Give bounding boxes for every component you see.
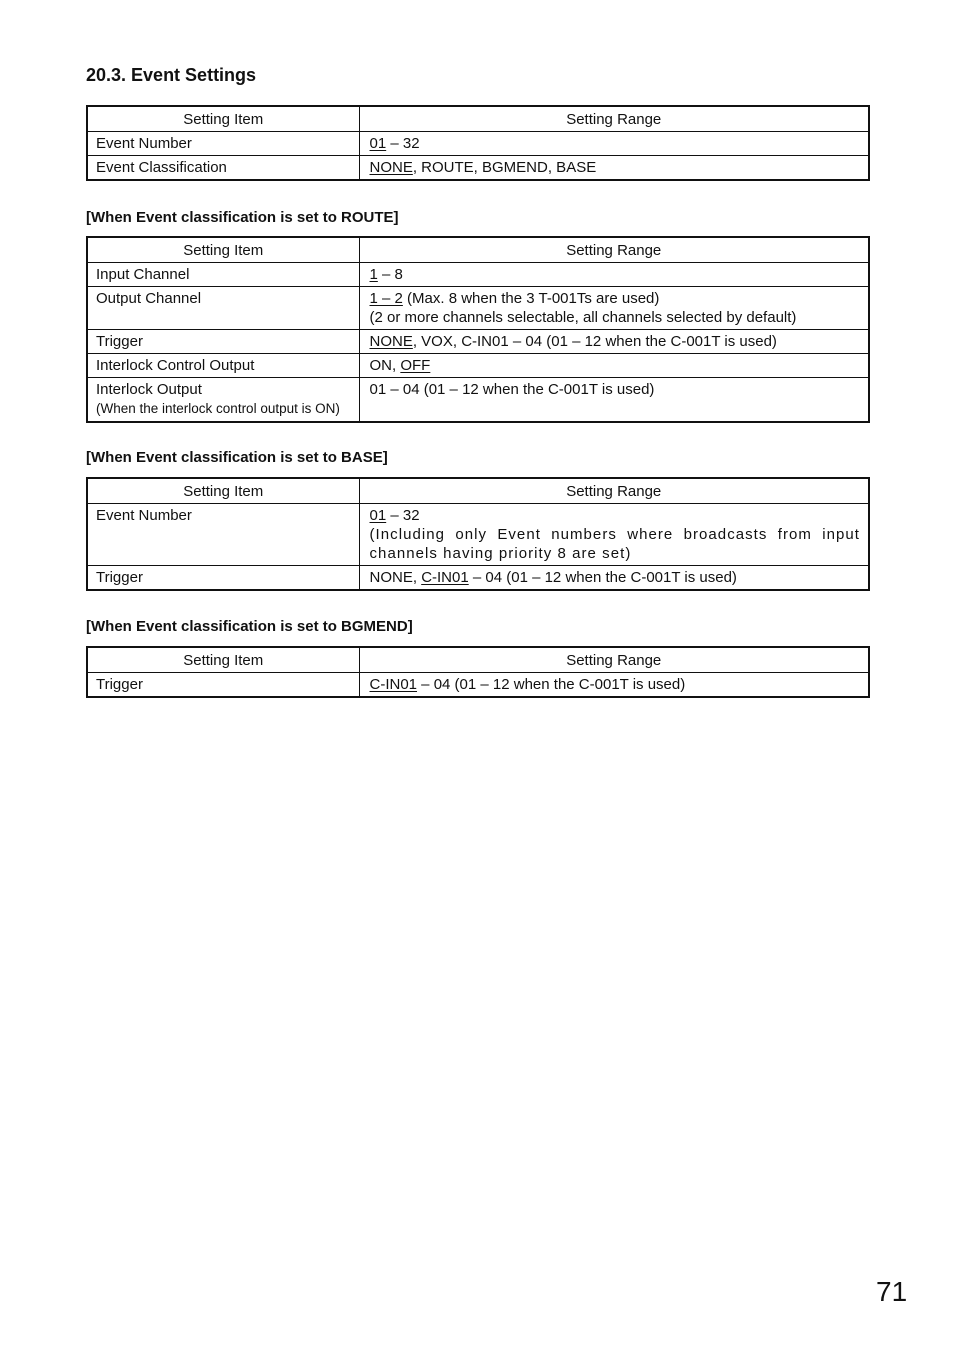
range-note: (2 or more channels selectable, all channels selected by default) bbox=[369, 309, 797, 326]
range-note: (Including only Event numbers where broadcasts from input channels having priority 8 are set) bbox=[369, 526, 860, 562]
setting-item: Interlock Control Output bbox=[87, 354, 359, 378]
table-row bbox=[87, 566, 869, 591]
range-text: (Max. 8 when the 3 T-001Ts are used) bbox=[402, 290, 660, 307]
table-row bbox=[87, 673, 869, 698]
setting-range bbox=[359, 287, 869, 330]
setting-item: Trigger bbox=[87, 330, 359, 354]
default-value: NONE bbox=[369, 159, 413, 176]
default-value: C-IN01 bbox=[369, 676, 418, 693]
table-row bbox=[87, 378, 869, 423]
route-heading: [When Event classification is set to ROUTE] bbox=[86, 209, 399, 226]
header-setting-item: Setting Item bbox=[87, 647, 359, 673]
table-row bbox=[87, 504, 869, 566]
header-setting-range: Setting Range bbox=[359, 647, 869, 673]
table-header-row bbox=[87, 237, 869, 263]
table-row bbox=[87, 156, 869, 181]
setting-item: Event Number bbox=[87, 504, 359, 566]
header-setting-item: Setting Item bbox=[87, 237, 359, 263]
setting-item: Input Channel bbox=[87, 263, 359, 287]
range-text: – 8 bbox=[377, 266, 403, 283]
setting-range bbox=[359, 504, 869, 566]
route-settings-table bbox=[86, 236, 870, 423]
default-value: C-IN01 bbox=[421, 569, 469, 586]
table-header-row bbox=[87, 106, 869, 132]
table-row bbox=[87, 354, 869, 378]
setting-range bbox=[359, 330, 869, 354]
setting-range bbox=[359, 263, 869, 287]
setting-range bbox=[359, 354, 869, 378]
default-value: 1 – 2 bbox=[369, 290, 403, 307]
header-setting-range: Setting Range bbox=[359, 106, 869, 132]
setting-range bbox=[359, 132, 869, 156]
setting-item: Event Number bbox=[87, 132, 359, 156]
bgmend-heading: [When Event classification is set to BGMEND] bbox=[86, 618, 413, 635]
setting-range bbox=[359, 156, 869, 181]
default-value: NONE bbox=[369, 333, 413, 350]
range-text: 01 – 04 (01 – 12 when the C-001T is used) bbox=[369, 381, 655, 398]
range-text: – 32 bbox=[386, 507, 420, 524]
setting-item: Trigger bbox=[87, 673, 359, 698]
setting-item bbox=[87, 378, 359, 423]
range-text: , ROUTE, BGMEND, BASE bbox=[412, 159, 597, 176]
setting-item: Trigger bbox=[87, 566, 359, 591]
default-value: OFF bbox=[400, 357, 431, 374]
range-text: – 32 bbox=[386, 135, 420, 152]
default-value: 1 bbox=[369, 266, 378, 283]
setting-item-label: Interlock Output bbox=[96, 381, 202, 398]
range-text: , VOX, C-IN01 – 04 (01 – 12 when the C-001T is used) bbox=[412, 333, 777, 350]
base-heading: [When Event classification is set to BASE] bbox=[86, 449, 388, 466]
setting-range bbox=[359, 378, 869, 423]
table-header-row bbox=[87, 647, 869, 673]
default-value: 01 bbox=[369, 135, 387, 152]
event-settings-table bbox=[86, 105, 870, 181]
range-text: – 04 (01 – 12 when the C-001T is used) bbox=[468, 569, 737, 586]
range-text: – 04 (01 – 12 when the C-001T is used) bbox=[417, 676, 686, 693]
header-setting-item: Setting Item bbox=[87, 478, 359, 504]
section-title: 20.3. Event Settings bbox=[86, 65, 257, 85]
table-row bbox=[87, 263, 869, 287]
default-value: 01 bbox=[369, 507, 387, 524]
setting-range bbox=[359, 566, 869, 591]
setting-item-note: (When the interlock control output is ON) bbox=[96, 401, 340, 416]
table-header-row bbox=[87, 478, 869, 504]
setting-item: Event Classification bbox=[87, 156, 359, 181]
header-setting-range: Setting Range bbox=[359, 478, 869, 504]
table-row bbox=[87, 330, 869, 354]
page-number: 71 bbox=[876, 1276, 908, 1307]
bgmend-settings-table bbox=[86, 646, 870, 698]
header-setting-item: Setting Item bbox=[87, 106, 359, 132]
table-row bbox=[87, 287, 869, 330]
header-setting-range: Setting Range bbox=[359, 237, 869, 263]
setting-item: Output Channel bbox=[87, 287, 359, 330]
base-settings-table bbox=[86, 477, 870, 591]
table-row bbox=[87, 132, 869, 156]
setting-range bbox=[359, 673, 869, 698]
range-text: ON, bbox=[369, 357, 401, 374]
range-text: NONE, bbox=[369, 569, 422, 586]
